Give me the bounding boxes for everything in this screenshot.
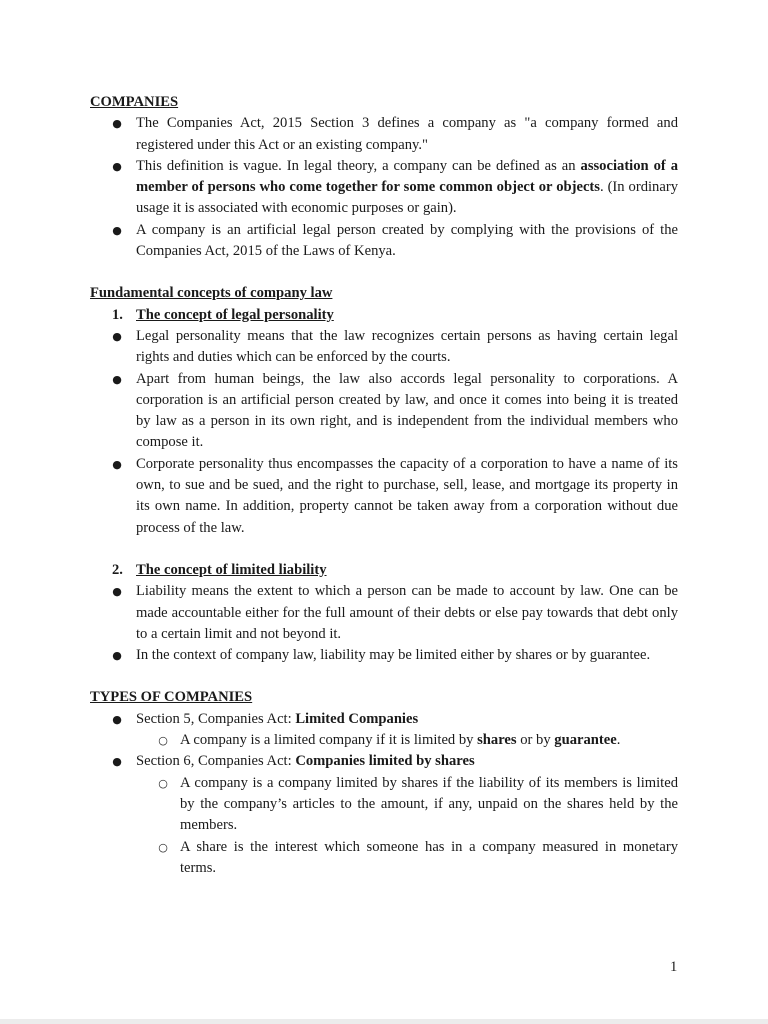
limited-by-shares-sublist (90, 773, 678, 879)
types-bullet-list-2 (90, 751, 678, 772)
sub-bullet-text (180, 775, 678, 834)
bullet-text: Liability means the extent to which a person can be made to account by law. One can be made accountable either for the full amount of their debts or else pay towards that debt only to a certain limit and not beyond it. (136, 583, 678, 642)
page-content (90, 92, 678, 879)
limited-companies-sublist (90, 730, 678, 751)
bullet-text (136, 115, 678, 152)
concept-title: The concept of limited liability (136, 561, 327, 578)
text-run: . (616, 732, 621, 749)
text-run: This definition is vague. In legal theory, a company can be defined as an (136, 157, 581, 174)
companies-bullet-list (90, 113, 678, 262)
bullet-icon: ● (112, 585, 122, 599)
bullet-text: Apart from human beings, the law also accords legal personality to corporations. A corporation is an artificial person created by law, and once it comes into being it is treated by law as a person in its own right, and is independent from the individual members who compose it. (136, 370, 678, 451)
bullet-icon: ● (112, 457, 122, 471)
list-item (90, 113, 678, 156)
sub-list-item (90, 773, 678, 837)
list-item (90, 751, 678, 772)
bullet-icon: ● (112, 649, 122, 663)
bold-text-run: association of a member of persons who come together for some common object or objects (136, 157, 679, 196)
type-prefix: Section 6, Companies Act: (136, 753, 296, 770)
bullet-text: Legal personality means that the law recognizes certain persons as having certain legal rights and duties which can be enforced by the courts. (136, 327, 678, 366)
bullet-icon: ● (112, 223, 122, 237)
text-run: A company is a limited company if it is limited by (180, 732, 478, 749)
sub-bullet-text (180, 732, 620, 748)
sub-bullet-icon: ○ (158, 734, 168, 748)
legal-personality-bullet-list (90, 326, 678, 539)
type-prefix: Section 5, Companies Act: (136, 710, 296, 727)
text-run: or by (516, 732, 555, 749)
sub-list-item (90, 730, 678, 751)
concept-number: 1. (112, 306, 123, 323)
bullet-text (136, 158, 678, 217)
text-run: A share is the interest which someone has in a company measured in monetary terms. (180, 838, 678, 876)
sub-bullet-text (180, 839, 678, 876)
bullet-icon: ● (112, 159, 122, 173)
list-item (90, 326, 678, 369)
page-number: 1 (670, 959, 678, 975)
concept-number: 2. (112, 561, 123, 578)
list-item (90, 709, 678, 730)
bullet-text: In the context of company law, liability may be limited either by shares or by guarantee. (136, 647, 651, 664)
section-heading-companies: COMPANIES (90, 94, 179, 110)
section-heading-types-of-companies: TYPES OF COMPANIES (90, 689, 253, 706)
text-run: A company is an artificial legal person created by complying with the provisions of the Companies Act, 2015 of the Laws of Kenya. (136, 221, 678, 260)
limited-liability-bullet-list (90, 581, 678, 666)
list-item (90, 454, 678, 539)
bullet-icon: ● (112, 755, 122, 769)
list-item (90, 220, 678, 263)
concept-title: The concept of legal personality (136, 306, 334, 323)
type-name: Limited Companies (295, 710, 419, 727)
list-item (90, 369, 678, 454)
bold-text-run: guarantee (554, 732, 617, 749)
bullet-text (136, 222, 678, 259)
bullet-icon: ● (112, 712, 122, 726)
sub-bullet-icon: ○ (158, 840, 168, 854)
text-run: . (In ordinary usage it is associated with economic purposes or gain). (136, 179, 678, 217)
type-name: Companies limited by shares (295, 753, 475, 770)
bullet-icon: ● (112, 117, 122, 131)
sub-bullet-icon: ○ (158, 776, 168, 790)
bullet-text: Corporate personality thus encompasses the capacity of a corporation to have a name of its own, to sue and be sued, and the right to purchase, sell, lease, and mortgage its property in its own name. In addition, property cannot be taken away from a corporation without due process of the law. (136, 455, 678, 536)
page-bottom-edge (0, 1019, 768, 1024)
list-item (90, 581, 678, 645)
types-bullet-list (90, 709, 678, 730)
text-run: The Companies Act, 2015 Section 3 defines a company as "a company formed and registered under this Act or an existing company." (136, 115, 678, 153)
sub-list-item (90, 837, 678, 880)
list-item (90, 645, 678, 666)
bullet-icon: ● (112, 372, 122, 386)
text-run: A company is a company limited by shares if the liability of its members is limited by the company’s articles to the amount, if any, unpaid on the shares held by the members. (180, 774, 678, 834)
concept-heading-limited-liability (90, 560, 678, 581)
bullet-icon: ● (112, 329, 122, 343)
list-item (90, 156, 678, 220)
section-heading-fundamental-concepts: Fundamental concepts of company law (90, 285, 333, 302)
bold-text-run: shares (477, 732, 517, 749)
concept-heading-legal-personality (90, 305, 678, 326)
